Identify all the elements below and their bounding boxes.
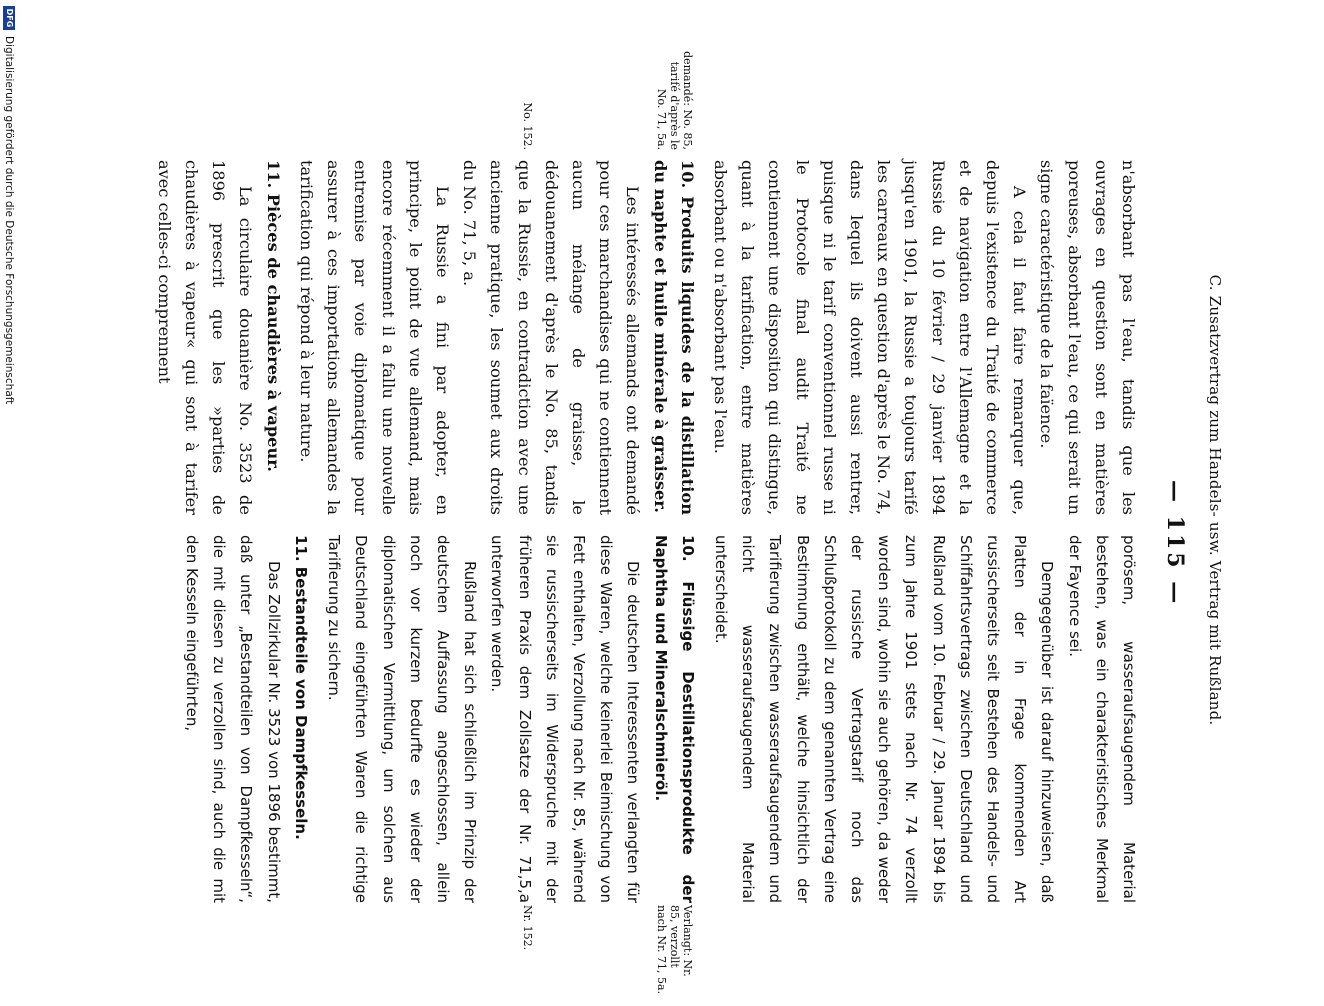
fr-margin-note-10: demandé: No. 85, tarifé d'après le No. 71, 5a. [655,51,694,150]
fr-paragraph-4: La Russie a fini par adopter, en principe, le point de vue allemand, mais encore récemment il a fallu une nouvelle entremise par voie diplomatique pour assurer à ces importations allemandes la tarification qui répond à leur nature. [296,160,452,515]
running-title: C. Zusatzvertrag zum Handels- usw. Vertrag mit Rußland. [1206,274,1224,726]
de-margin-note-10: Verlangt: Nr. 85, verzollt nach Nr. 71, 5a. [655,905,694,995]
de-paragraph-3: Die deutschen Interessenten verlangten für diese Waren, welche keinerlei Beimischung von Fett enthalten, Verzollung nach Nr. 85, während sie russischerseits im Widerspruche mit der früheren Praxis dem Zollsatze der Nr. 71,5,a unterworfen werden. [488,535,643,903]
french-column [151,160,1142,515]
de-heading-10: 10. Flüssige Destillationsprodukte der Naphtha und Mineralschmieröl. [651,535,697,903]
de-paragraph-5: Das Zollzirkular Nr. 3523 von 1896 bestimmt, daß unter „Bestandteilen von Dampfkesseln“, die mit diesen zu verzollen sind, auch die mit den Kesseln eingeführten, [183,535,283,903]
fr-heading-11: 11. Pièces de chaudières à vapeur. [263,160,283,472]
fr-paragraph-1: n'absorbant pas l'eau, tandis que les ouvrages en question sont en matières poreuses, absorbant l'eau, ce qui serait un signe caractéristique de la faïence. [1037,160,1138,515]
de-heading-11: 11. Bestandteile von Dampfkesseln. [291,535,310,840]
digitization-footer [0,0,18,1006]
fr-paragraph-3: Les intéressés allemands ont demandé pour ces marchandises qui ne contiennent aucun mélange de graisse, le dédouanement d'après le No. 85, tandis que la Russie, en contradiction avec une ancienne pratique, les soumet aux droits du No. 71, 5, a. [460,160,643,515]
page-number: — 115 — [1162,480,1188,607]
german-column [178,535,1142,903]
fr-paragraph-2: A cela il faut faire remarquer que, depuis l'existence du Traité de commerce et de navigation entre l'Allemagne et la Russie du 10 février / 29 janvier 1894 jusqu'en 1901, la Russie a toujours tarifé les carreaux en question d'après le No. 74, dans lequel ils doivent aussi rentrer, puisque ni le tarif conventionnel russe ni le Protocole final audit Traité ne contiennent une disposition qui distingue, quant à la tarification, entre matières absorbant ou n'absorbant pas l'eau. [710,160,1030,515]
fr-heading-10: 10. Produits liquides de la distillation du naphte et huile minérale à graisser. [650,160,697,515]
de-paragraph-1: porösem, wasseraufsaugendem Material bestehen, was ein charakteristisches Merkmal der Fayence sei. [1065,535,1138,903]
fr-paragraph-5: La circulaire douanière No. 3523 de 1896 prescrit que les »parties de chaudières à vapeur« qui sont à tarifer avec celles-ci comprennent [154,160,256,515]
de-paragraph-2: Demgegenüber ist darauf hinzuweisen, daß Platten der in Frage kommenden Art russischerseits seit Bestehen des Handels- und Schiffahrtsvertrags zwischen Deutschland und Rußland vom 10. Februar / 29. Januar 1894 bis zum Jahre 1901 stets nach Nr. 74 verzollt worden sind, wohin sie auch gehören, da weder der russische Vertragstarif noch das Schlußprotokoll zu dem genannten Vertrag eine Bestimmung enthält, welche hinsichtlich der Tarifierung zwischen wasseraufsaugendem und nicht wasseraufsaugendem Material unterscheidet. [711,535,1057,903]
de-margin-note-11: Nr. 152. [521,905,534,951]
fr-margin-note-11: No. 152. [521,102,534,150]
footer-text: Digitalisierung gefördert durch die Deutsche Forschungsgemeinschaft [3,36,15,405]
dfg-logo: DFG [3,6,15,30]
de-paragraph-4: Rußland hat sich schließlich im Prinzip der deutschen Auffassung angeschlossen, allein noch vor kurzem bedurfte es wieder der diplomatischen Vermittlung, um solchen aus Deutschland eingeführten Waren die richtige Tarifierung zu sichern. [325,535,480,903]
